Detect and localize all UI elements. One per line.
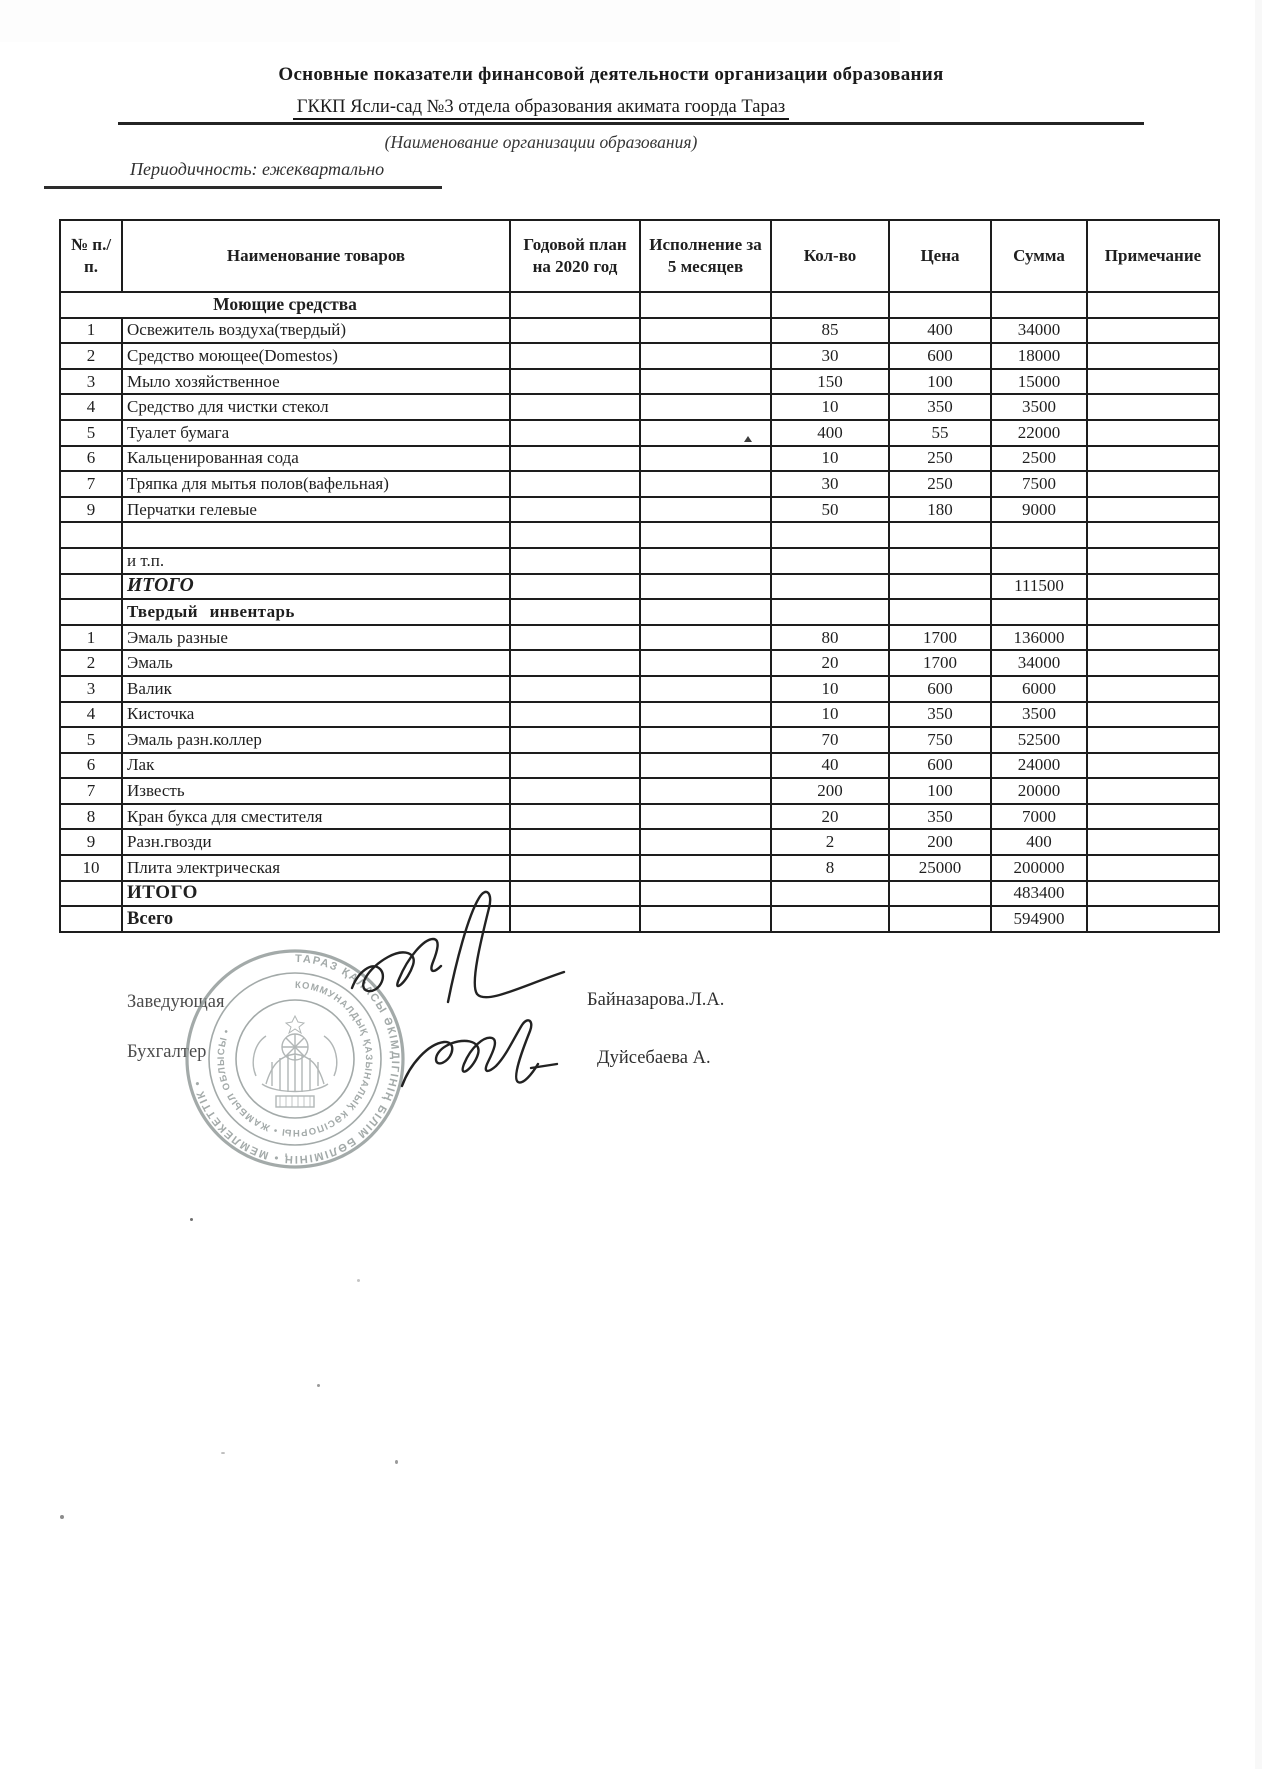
table-cell: Тряпка для мытья полов(вафельная) xyxy=(122,471,510,497)
table-cell: Перчатки гелевые xyxy=(122,497,510,523)
table-cell: 250 xyxy=(889,471,991,497)
document-title: Основные показатели финансовой деятельности организации образования xyxy=(278,64,944,85)
table-cell: 250 xyxy=(889,446,991,472)
table-cell: 7 xyxy=(60,471,122,497)
accountant-role-label: Бухгалтер xyxy=(127,1042,207,1062)
table-cell: 18000 xyxy=(991,343,1087,369)
table-cell: 600 xyxy=(889,753,991,779)
table-cell: 70 xyxy=(771,727,889,753)
table-cell: Средство моющее(Domestos) xyxy=(122,343,510,369)
organization-line: ГККП Ясли-сад №3 отдела образования акимата гоорда Тараз xyxy=(0,97,1082,118)
table-cell: 4 xyxy=(60,702,122,728)
table-cell: 200 xyxy=(771,778,889,804)
table-cell: 2 xyxy=(60,343,122,369)
table-cell: 55 xyxy=(889,420,991,446)
column-header-note: Примечание xyxy=(1087,220,1219,292)
table-cell: 6 xyxy=(60,446,122,472)
table-cell: Разн.гвозди xyxy=(122,829,510,855)
table-cell: 10 xyxy=(771,702,889,728)
table-cell: 136000 xyxy=(991,625,1087,651)
table-cell: 20 xyxy=(771,650,889,676)
table-cell: Моющие средства xyxy=(60,292,510,318)
table-cell: 100 xyxy=(889,369,991,395)
table-cell: Кальценированная сода xyxy=(122,446,510,472)
table-cell: 20000 xyxy=(991,778,1087,804)
table-cell: Плита электрическая xyxy=(122,855,510,881)
table-cell: 22000 xyxy=(991,420,1087,446)
head-name-label: Байназарова.Л.А. xyxy=(587,990,725,1010)
table-cell: 2 xyxy=(60,650,122,676)
table-cell: 10 xyxy=(60,855,122,881)
table-cell: 200000 xyxy=(991,855,1087,881)
scan-speck xyxy=(395,1460,398,1464)
table-cell: 34000 xyxy=(991,650,1087,676)
table-cell: 5 xyxy=(60,420,122,446)
table-cell: Освежитель воздуха(твердый) xyxy=(122,318,510,344)
table-cell: Кран букса для сместителя xyxy=(122,804,510,830)
table-cell: 15000 xyxy=(991,369,1087,395)
table-cell: Эмаль xyxy=(122,650,510,676)
table-cell: 2500 xyxy=(991,446,1087,472)
table-cell: 600 xyxy=(889,676,991,702)
table-cell: и т.п. xyxy=(122,548,510,574)
table-cell: 9 xyxy=(60,829,122,855)
table-cell: 30 xyxy=(771,471,889,497)
table-cell: 30 xyxy=(771,343,889,369)
scan-speck xyxy=(357,1279,360,1282)
table-cell: Туалет бумага xyxy=(122,420,510,446)
table-cell: 200 xyxy=(889,829,991,855)
table-cell: Кисточка xyxy=(122,702,510,728)
table-cell: 3 xyxy=(60,369,122,395)
table-cell: 6000 xyxy=(991,676,1087,702)
table-cell: 111500 xyxy=(991,574,1087,600)
table-cell: 3500 xyxy=(991,394,1087,420)
table-cell: 7 xyxy=(60,778,122,804)
table-cell: Лак xyxy=(122,753,510,779)
table-cell: 180 xyxy=(889,497,991,523)
organization-caption: (Наименование организации образования) xyxy=(384,132,698,152)
table-cell: 100 xyxy=(889,778,991,804)
table-cell: 350 xyxy=(889,804,991,830)
table-cell: 400 xyxy=(771,420,889,446)
scan-speck xyxy=(317,1384,320,1387)
table-cell: 3 xyxy=(60,676,122,702)
table-cell: 25000 xyxy=(889,855,991,881)
table-cell: 34000 xyxy=(991,318,1087,344)
table-cell: Валик xyxy=(122,676,510,702)
table-cell: 150 xyxy=(771,369,889,395)
table-cell: 1 xyxy=(60,318,122,344)
head-role-label: Заведующая xyxy=(127,992,225,1012)
table-cell: 50 xyxy=(771,497,889,523)
table-cell: 1700 xyxy=(889,625,991,651)
table-cell: 40 xyxy=(771,753,889,779)
scan-speck xyxy=(190,1218,193,1221)
table-cell: 1 xyxy=(60,625,122,651)
table-cell: 52500 xyxy=(991,727,1087,753)
table-cell: 85 xyxy=(771,318,889,344)
table-cell: 4 xyxy=(60,394,122,420)
table-cell: 80 xyxy=(771,625,889,651)
table-cell: 400 xyxy=(889,318,991,344)
column-header-price: Цена xyxy=(889,220,991,292)
table-cell: 10 xyxy=(771,676,889,702)
table-cell: 1700 xyxy=(889,650,991,676)
table-cell: 8 xyxy=(771,855,889,881)
table-cell: 350 xyxy=(889,394,991,420)
column-header-qty: Кол-во xyxy=(771,220,889,292)
table-cell: Эмаль разные xyxy=(122,625,510,651)
table-cell: 594900 xyxy=(991,906,1087,932)
accountant-name-label: Дуйсебаева А. xyxy=(597,1048,711,1068)
table-cell: Эмаль разн.коллер xyxy=(122,727,510,753)
table-cell: 10 xyxy=(771,446,889,472)
table-cell: 600 xyxy=(889,343,991,369)
table-cell: 7000 xyxy=(991,804,1087,830)
table-cell: 400 xyxy=(991,829,1087,855)
table-cell: 483400 xyxy=(991,881,1087,907)
table-cell: 350 xyxy=(889,702,991,728)
scan-speck xyxy=(744,436,752,442)
table-cell: 20 xyxy=(771,804,889,830)
table-cell: ИТОГО xyxy=(122,574,510,600)
table-cell: 750 xyxy=(889,727,991,753)
table-cell: 8 xyxy=(60,804,122,830)
column-header-name: Наименование товаров xyxy=(122,220,510,292)
table-cell: 3500 xyxy=(991,702,1087,728)
table-cell: 10 xyxy=(771,394,889,420)
table-cell: 2 xyxy=(771,829,889,855)
stamp-outer-ring-text: ТАРАЗ ҚАЛАСЫ ӘКІМДІГІНІҢ БІЛІМ БӨЛІМІНІҢ • МЕМЛЕКЕТТІК • xyxy=(191,952,402,1166)
periodicity-label: Периодичность: ежеквартально xyxy=(130,159,385,179)
table-cell: 9000 xyxy=(991,497,1087,523)
column-header-sum: Сумма xyxy=(991,220,1087,292)
table-cell: Мыло хозяйственное xyxy=(122,369,510,395)
table-cell: Известь xyxy=(122,778,510,804)
table-cell: Всего xyxy=(122,906,510,932)
column-header-exec: Исполнение за 5 месяцев xyxy=(640,220,771,292)
table-cell: 24000 xyxy=(991,753,1087,779)
column-header-num: № п./п. xyxy=(60,220,122,292)
table-cell: 5 xyxy=(60,727,122,753)
table-cell: Средство для чистки стекол xyxy=(122,394,510,420)
table-cell: 9 xyxy=(60,497,122,523)
table-cell: 6 xyxy=(60,753,122,779)
table-cell: 7500 xyxy=(991,471,1087,497)
table-cell: Твердый инвентарь xyxy=(122,599,510,625)
scan-speck xyxy=(221,1452,225,1454)
table-cell: ИТОГО xyxy=(122,881,510,907)
column-header-plan: Годовой план на 2020 год xyxy=(510,220,640,292)
stamp-inner-ring-text: КОММУНАЛДЫҚ ҚАЗЫНАЛЫҚ КӘСІПОРНЫ • ЖАМБЫЛ ОБЛЫСЫ • xyxy=(215,979,375,1139)
scan-speck xyxy=(60,1515,64,1519)
